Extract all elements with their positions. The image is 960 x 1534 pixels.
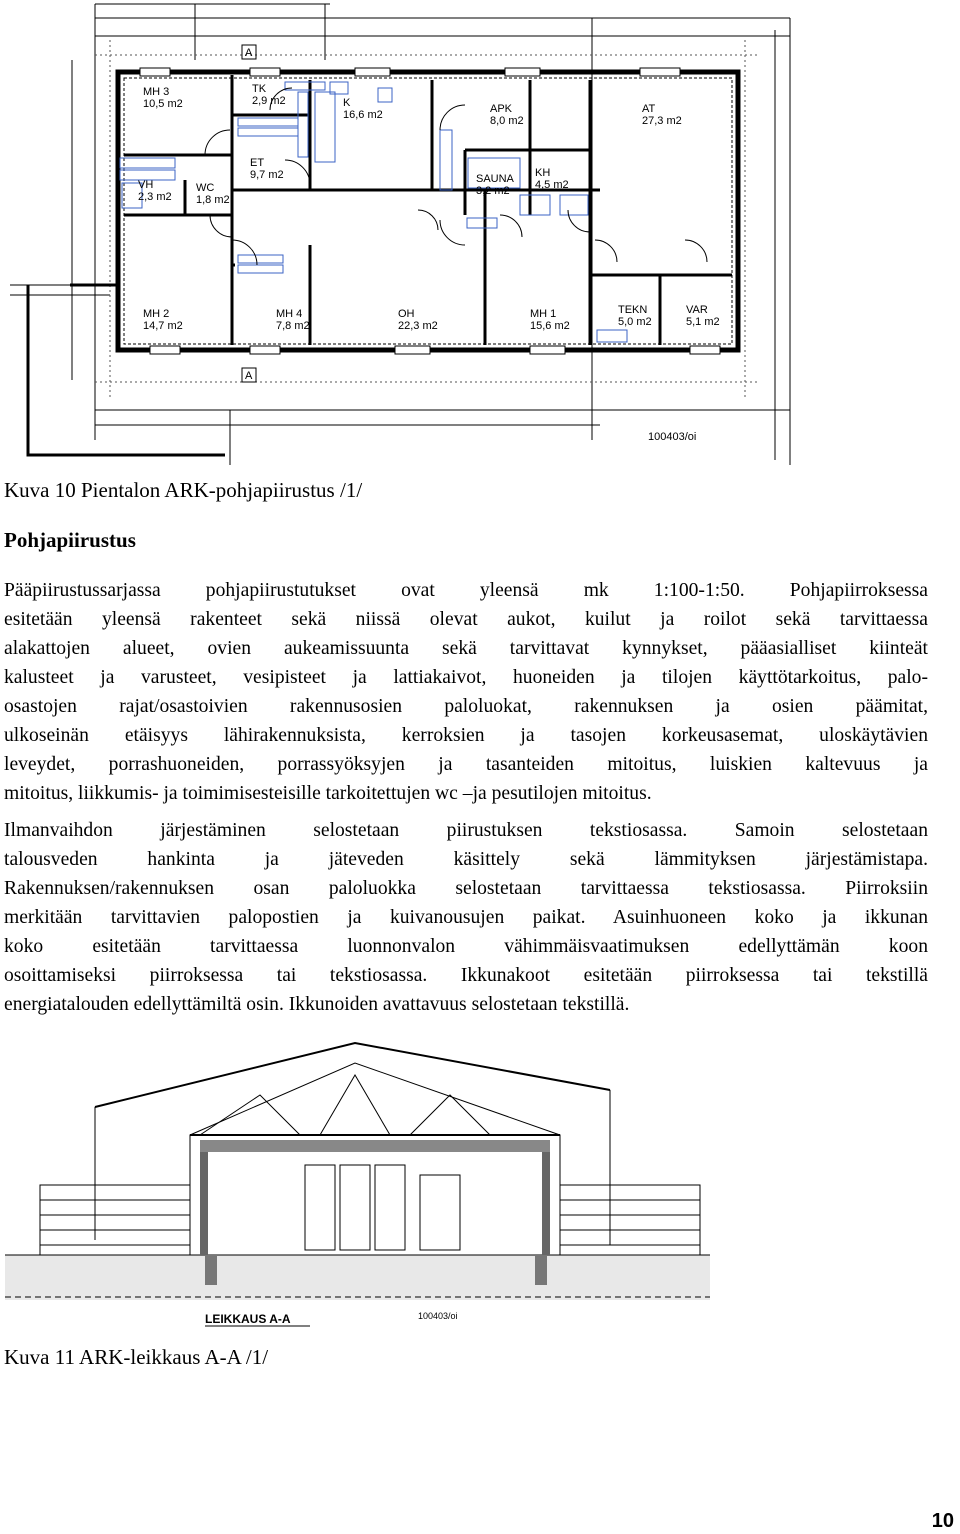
paragraph-line: osastojen rajat/osastoivien rakennusosien paloluokat, rakennuksen ja osien päämitat,	[4, 696, 928, 717]
room-area: 15,6 m2	[530, 320, 570, 332]
room-area: 22,3 m2	[398, 320, 438, 332]
paragraph-line: Ilmanvaihdon järjestäminen selostetaan piirustuksen tekstiosassa. Samoin selostetaan	[4, 820, 928, 841]
page-number: 10	[931, 1510, 954, 1532]
room-name: K	[343, 97, 351, 109]
room-name: MH 3	[143, 86, 170, 98]
section-drawing-id: 100403/oi	[418, 1311, 458, 1321]
section-drawing	[0, 1035, 715, 1330]
room-area: 8,0 m2	[490, 115, 524, 127]
paragraph-line: kalusteet ja varusteet, vesipisteet ja lattiakaivot, huoneiden ja tilojen käyttötarkoitus, palo-	[4, 667, 928, 688]
paragraph-line: energiatalouden edellyttämiltä osin. Ikkunoiden avattavuus selostetaan tekstillä.	[4, 994, 630, 1015]
room-name: MH 4	[276, 308, 303, 320]
paragraph-line: talousveden hankinta ja jäteveden käsittely sekä lämmityksen järjestämistapa.	[4, 849, 928, 870]
room-name: OH	[398, 308, 415, 320]
room-name: KH	[535, 167, 551, 179]
floor-plan-drawing	[0, 0, 795, 470]
paragraph-line: esitetään yleensä rakenteet sekä niissä olevat aukot, kuilut ja roilot sekä tarvittaessa	[4, 609, 928, 630]
section-heading: Pohjapiirustus	[4, 528, 136, 552]
room-area: 16,6 m2	[343, 109, 383, 121]
paragraph-1	[4, 576, 928, 808]
room-name: MH 2	[143, 308, 170, 320]
section-marker-bottom	[242, 368, 256, 382]
room-area: 7,8 m2	[276, 320, 310, 332]
room-area: 9,7 m2	[250, 169, 284, 181]
paragraph-line: Rakennuksen/rakennuksen osan paloluokka selostetaan tarvittaessa tekstiosassa. Piirroksiin	[4, 878, 928, 899]
room-name: WC	[196, 182, 215, 194]
room-area: 5,0 m2	[618, 316, 652, 328]
room-name: ET	[250, 157, 265, 169]
room-area: 2,9 m2	[252, 95, 286, 107]
room-name: VAR	[686, 304, 708, 316]
figure-10-caption: Kuva 10 Pientalon ARK-pohjapiirustus /1/	[4, 478, 363, 502]
room-area: 10,5 m2	[143, 98, 183, 110]
svg-text:A: A	[245, 47, 253, 59]
room-name: VH	[138, 179, 154, 191]
room-area: 5,1 m2	[686, 316, 720, 328]
section-marker-top	[242, 45, 256, 59]
section-title: LEIKKAUS A-A	[205, 1312, 291, 1326]
paragraph-line: alakattojen alueet, ovien aukeamissuunta sekä tarvittavat kynnykset, pääasialliset kiinteät	[4, 638, 928, 659]
paragraph-line: mitoitus, liikkumis- ja toimimisesteisille tarkoitettujen wc –ja pesutilojen mitoitus.	[4, 783, 652, 804]
svg-text:A: A	[245, 370, 253, 382]
figure-11-caption: Kuva 11 ARK-leikkaus A-A /1/	[4, 1345, 269, 1369]
room-area: 14,7 m2	[143, 320, 183, 332]
room-area: 27,3 m2	[642, 115, 682, 127]
room-area: 3,2 m2	[476, 185, 510, 197]
room-name: SAUNA	[476, 173, 514, 185]
room-name: AT	[642, 103, 656, 115]
paragraph-line: ulkoseinän etäisyys lähirakennuksista, kerroksien ja tasojen korkeusasemat, uloskäytävien	[4, 725, 928, 746]
paragraph-line: leveydet, porrashuoneiden, porrassyöksyjen ja tasanteiden mitoitus, luiskien kaltevuus ja	[4, 754, 928, 775]
room-name: APK	[490, 103, 513, 115]
room-area: 1,8 m2	[196, 194, 230, 206]
room-area: 4,5 m2	[535, 179, 569, 191]
room-name: MH 1	[530, 308, 557, 320]
room-name: TEKN	[618, 304, 648, 316]
room-name: TK	[252, 83, 267, 95]
paragraph-line: koko esitetään tarvittaessa luonnonvalon vähimmäisvaatimuksen edellyttämän koon	[4, 936, 928, 957]
paragraph-line: merkitään tarvittavien palopostien ja kuivanousujen paikat. Asuinhuoneen koko ja ikkunan	[4, 907, 928, 928]
paragraph-line: osoittamiseksi piirroksessa tai tekstiosassa. Ikkunakoot esitetään piirroksessa tai tekstillä	[4, 965, 928, 986]
room-area: 2,3 m2	[138, 191, 172, 203]
plan-drawing-id: 100403/oi	[648, 431, 697, 443]
paragraph-line: Pääpiirustussarjassa pohjapiirustutukset ovat yleensä mk 1:100-1:50. Pohjapiirroksessa	[4, 580, 928, 601]
paragraph-2	[4, 816, 928, 1019]
